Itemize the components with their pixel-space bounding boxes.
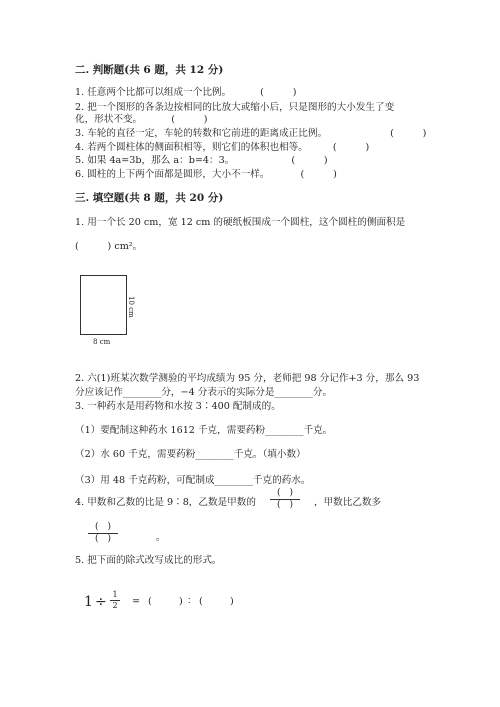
fill-q3-sub2: （2）水 60 千克，需要药粉________千克。（填小数） [75,449,306,460]
judge-item-2-text: 2. 把一个图形的各条边按相同的比放大或缩小后，只是图形的大小发生了变 [75,102,395,113]
q5-fraction-den: 2 [112,601,118,610]
q5-equals: = [132,596,141,607]
fill-q4-text-b: ，甲数比乙数多 [314,497,382,508]
judge-item-6 [75,166,337,180]
judge-item-1-paren: ( ) [260,87,297,98]
judge-item-2-paren: ( ) [171,114,208,125]
judge-item-5 [75,152,328,166]
judge-item-6-text: 6. 圆柱的上下两个面都是圆形，大小不一样。 [75,169,270,180]
fill-q3-sub1: （1）要配制这种药水 1612 千克，需要药粉________千克。 [75,425,333,436]
q4-fraction-2 [88,523,118,544]
q4-fraction-1 [270,489,300,510]
q5-whole-number: 1 [84,594,93,610]
fill-q2-line2: 分应该记作________分，−4 分表示的实际分是________分。 [75,387,333,398]
q5-paren-open-2: ( [199,596,203,607]
judge-item-3-text: 3. 车轮的直径一定，车轮的转数和它前进的距离成正比例。 [75,128,328,139]
fill-q3-line: 3. 一种药水是用药物和水按 3∶400 配制成的。 [75,401,281,412]
section-3-title: 三. 填空题(共 8 题，共 20 分) [75,192,224,204]
fill-q4-text-a: 4. 甲数和乙数的比是 9∶8，乙数是甲数的 [75,497,256,508]
q5-fraction-num: 1 [112,590,118,599]
judge-item-4-paren: ( ) [332,142,370,153]
q5-divide-sign: ÷ [95,594,107,610]
q5-paren-open-1: ( [148,596,152,607]
judge-item-4-text: 4. 若两个圆柱体的侧面积相等，则它们的体积也相等。 [75,142,308,153]
q4-fraction-2-bottom: ( ) [94,534,112,544]
fill-q1-line1: 1. 用一个长 20 cm，宽 12 cm 的硬纸板围成一个圆柱，这个圆柱的侧面积是 [75,217,406,228]
judge-item-4 [75,139,369,153]
q4-fraction-1-top: ( ) [276,488,294,498]
fill-q1-line2: ( ) cm²。 [75,241,143,252]
rectangle-bottom-label: 8 cm [93,338,111,346]
q4-fraction-1-bottom: ( ) [276,500,294,510]
q5-colon: ∶ [188,596,191,607]
fill-q3-sub3: （3）用 48 千克药粉，可配制成________千克的药水。 [75,475,311,486]
judge-item-1-text: 1. 任意两个比都可以组成一个比例。 [75,87,232,98]
judge-item-2-cont-text: 化，形状不变。 [75,114,143,125]
judge-item-2-cont [75,111,208,125]
fill-q5-line: 5. 把下面的除式改写成比的形式。 [75,555,222,566]
judge-item-3-paren: ( ) [390,128,427,139]
q4-fraction-2-top: ( ) [94,522,112,532]
judge-item-5-text: 5. 如果 4a=3b，那么 a：b=4：3。 [75,155,235,166]
section-2-title: 二. 判断题(共 6 题，共 12 分) [75,64,224,76]
q5-paren-close-2: ) [230,596,234,607]
judge-item-6-paren: ( ) [300,169,337,180]
q5-fraction [110,591,120,610]
fill-q4-tail: 。 [156,532,166,543]
fill-q2-line1: 2. 六(1)班某次数学测验的平均成绩为 95 分，老师把 98 分记作+3 分，那么 93 [75,373,420,384]
judge-item-1 [75,84,296,98]
judge-item-5-paren: ( ) [291,155,328,166]
judge-item-3 [75,125,426,139]
rectangle-figure [80,275,127,335]
q5-paren-close-1: ) [179,596,183,607]
rectangle-side-label: 10 cm [127,296,135,318]
